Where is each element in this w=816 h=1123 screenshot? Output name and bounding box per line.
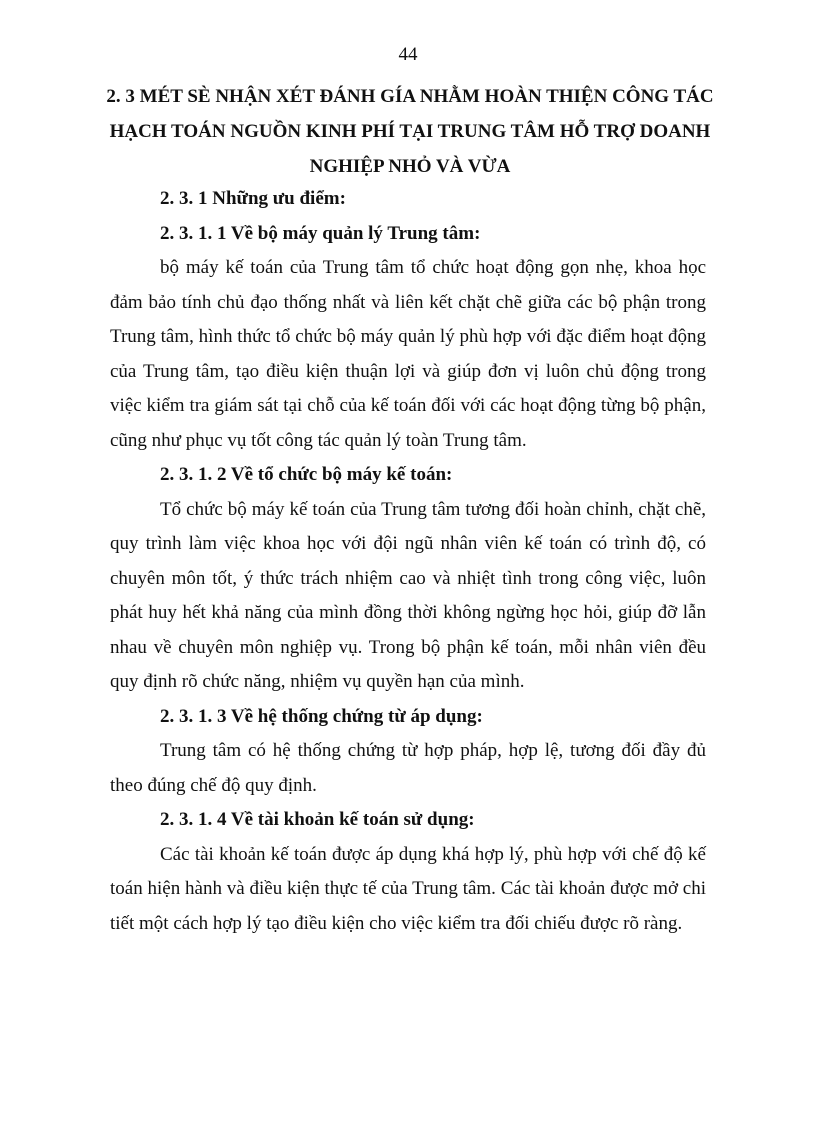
heading-2-3-1: 2. 3. 1 Những ưu điểm: — [160, 188, 346, 209]
paragraph-2-3-1-3: Trung tâm có hệ thống chứng từ hợp pháp, hợp lệ, tương đối đầy đủ theo đúng chế độ quy định. — [110, 740, 706, 796]
heading-2-3-1-4: 2. 3. 1. 4 Về tài khoản kế toán sử dụng: — [160, 809, 475, 830]
paragraph-2-3-1-2: Tổ chức bộ máy kế toán của Trung tâm tương đối hoàn chỉnh, chặt chẽ, quy trình làm việc khoa học với đội ngũ nhân viên kế toán có trình độ, có chuyên môn tốt, ý thức trách nhiệm cao và nhiệt tình trong công việc, luôn phát huy hết khả năng của mình đồng thời không ngừng học hỏi, giúp đỡ lẫn nhau về chuyên môn nghiệp vụ. Trong bộ phận kế toán, mỗi nhân viên đều quy định rõ chức năng, nhiệm vụ quyền hạn của mình. — [110, 498, 706, 692]
heading-2-3-1-3: 2. 3. 1. 3 Về hệ thống chứng từ áp dụng: — [160, 705, 483, 727]
paragraph-2-3-1-1: bộ máy kế toán của Trung tâm tổ chức hoạt động gọn nhẹ, khoa học đảm bảo tính chủ đạo thống nhất và liên kết chặt chẽ giữa các bộ phận trong Trung tâm, hình thức tổ chức bộ máy quản lý phù hợp với đặc điểm hoạt động của Trung tâm, tạo điều kiện thuận lợi và giúp đơn vị luôn chủ động trong việc kiểm tra giám sát tại chỗ của kế toán đối với các hoạt động từng bộ phận, cũng như phục vụ tốt công tác quản lý toàn Trung tâm. — [110, 257, 706, 451]
paragraph-2-3-1-4: Các tài khoản kế toán được áp dụng khá hợp lý, phù hợp với chế độ kế toán hiện hành và điều kiện thực tế của Trung tâm. Các tài khoản được mở chi tiết một cách hợp lý tạo điều kiện cho việc kiểm tra đối chiếu được rõ ràng. — [110, 843, 706, 934]
heading-2-3-1-1: 2. 3. 1. 1 Về bộ máy quản lý Trung tâm: — [160, 222, 481, 244]
section-title: 2. 3 MÉT SÈ NHẬN XÉT ĐÁNH GÍA NHẰM HOÀN THIỆN CÔNG TÁC HẠCH TOÁN NGUỒN KINH PHÍ TẠI TRUNG TÂM HỖ TRỢ DOANH NGHIỆP NHỎ VÀ VỪA — [106, 86, 714, 177]
page-number: 44 — [398, 44, 418, 65]
document-body — [110, 182, 706, 941]
heading-2-3-1-2: 2. 3. 1. 2 Về tổ chức bộ máy kế toán: — [160, 464, 453, 485]
